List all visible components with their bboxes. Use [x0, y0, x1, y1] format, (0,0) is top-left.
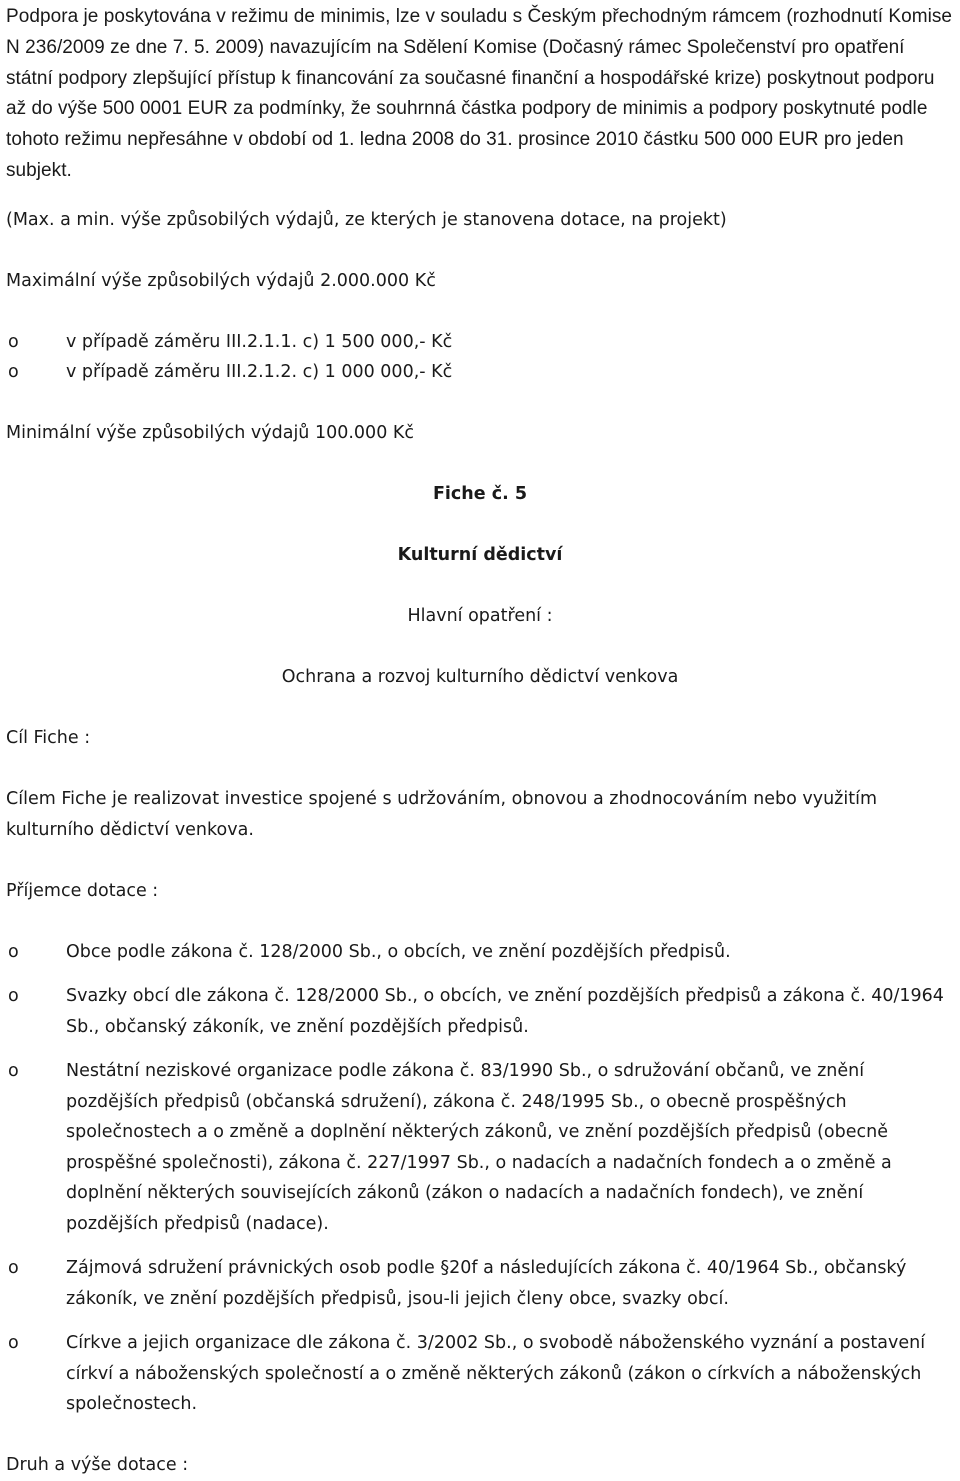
- max-amount-line: Maximální výše způsobilých výdajů 2.000.000 Kč: [6, 270, 436, 291]
- bullet-o: o: [8, 1333, 19, 1354]
- max-min-heading: (Max. a min. výše způsobilých výdajů, ze kterých je stanovena dotace, na projekt): [6, 209, 727, 230]
- spacer: [6, 510, 954, 541]
- bullet-o: o: [8, 941, 19, 962]
- fiche-title: Kulturní dědictví: [397, 545, 563, 566]
- list-item: [6, 1328, 954, 1420]
- spacer: [6, 296, 954, 327]
- list-item: [6, 937, 954, 968]
- bullet-o: o: [8, 331, 19, 352]
- list-item: [6, 327, 954, 358]
- max-items-list: [6, 327, 954, 388]
- bullet-o: o: [8, 986, 19, 1007]
- spacer: [6, 845, 954, 876]
- bullet-o: o: [8, 362, 19, 383]
- list-item-text: v případě záměru III.2.1.1. c) 1 500 000,- Kč: [66, 331, 453, 352]
- spacer: [6, 571, 954, 602]
- list-item-text: Zájmová sdružení právnických osob podle §20f a následujících zákona č. 40/1964 Sb., občanský zákoník, ve znění pozdějších předpisů, jsou-li jejich členy obce, svazky obcí.: [66, 1258, 907, 1309]
- list-item-text: Svazky obcí dle zákona č. 128/2000 Sb., o obcích, ve znění pozdějších předpisů a zákona č. 40/1964 Sb., občanský zákoník, ve znění pozdějších předpisů.: [66, 986, 944, 1037]
- list-item-text: v případě záměru III.2.1.2. c) 1 000 000,- Kč: [66, 362, 453, 383]
- main-measure-label: Hlavní opatření :: [407, 606, 553, 627]
- fiche-number: Fiche č. 5: [432, 484, 528, 505]
- bullet-o: o: [8, 1258, 19, 1279]
- spacer: [6, 906, 954, 937]
- spacer: [6, 449, 954, 480]
- recipients-list: [6, 937, 954, 1420]
- list-item: [6, 981, 954, 1042]
- spacer: [6, 632, 954, 663]
- spacer: [6, 693, 954, 724]
- goal-label: Cíl Fiche :: [6, 728, 91, 749]
- spacer: [6, 187, 954, 205]
- spacer: [6, 1042, 954, 1056]
- goal-text: Cílem Fiche je realizovat investice spojené s udržováním, obnovou a zhodnocováním nebo využitím kulturního dědictví venkova.: [6, 789, 877, 840]
- spacer: [6, 235, 954, 266]
- spacer: [6, 967, 954, 981]
- intro-paragraph: Podpora je poskytována v režimu de minimis, lze v souladu s Českým přechodným rámcem (rozhodnutí Komise N 236/2009 ze dne 7. 5. 2009) navazujícím na Sdělení Komise (Dočasný rámec Společenství pro opatření státní podpory zlepšující přístup k financování za současné finanční a hospodářské krize) poskytnout podporu až do výše 500 0001 EUR za podmínky, že souhrnná částka podpory de minimis a podpory poskytnuté podle tohoto režimu nepřesáhne v období od 1. ledna 2008 do 31. prosince 2010 částku 500 000 EUR pro jeden subjekt.: [6, 6, 953, 181]
- spacer: [6, 1420, 954, 1451]
- main-measure-value: Ochrana a rozvoj kulturního dědictví venkova: [281, 667, 679, 688]
- list-item: [6, 1253, 954, 1314]
- spacer: [6, 1314, 954, 1328]
- subsidy-label: Druh a výše dotace :: [6, 1455, 189, 1476]
- list-item: [6, 357, 954, 388]
- spacer: [6, 754, 954, 785]
- list-item: [6, 1056, 954, 1239]
- list-item-text: Nestátní neziskové organizace podle zákona č. 83/1990 Sb., o sdružování občanů, ve znění pozdějších předpisů (občanská sdružení), zákona č. 248/1995 Sb., o obecně prospěšných společnostech a o změně a doplnění některých zákonů, ve znění pozdějších předpisů (obecně prospěšné společnosti), zákona č. 227/1997 Sb., o nadacích a nadačních fondech a o změně a doplnění některých souvisejících zákonů (zákon o nadacích a nadačních fondech), ve znění pozdějších předpisů (nadace).: [66, 1061, 892, 1234]
- bullet-o: o: [8, 1061, 19, 1082]
- spacer: [6, 1239, 954, 1253]
- recipients-label: Příjemce dotace :: [6, 880, 159, 901]
- min-amount-line: Minimální výše způsobilých výdajů 100.000 Kč: [6, 423, 414, 444]
- list-item-text: Obce podle zákona č. 128/2000 Sb., o obcích, ve znění pozdějších předpisů.: [66, 941, 731, 962]
- spacer: [6, 388, 954, 419]
- list-item-text: Církve a jejich organizace dle zákona č. 3/2002 Sb., o svobodě náboženského vyznání a postavení církví a náboženských společností a o změně některých zákonů (zákon o církvích a náboženských společnostech.: [66, 1333, 926, 1415]
